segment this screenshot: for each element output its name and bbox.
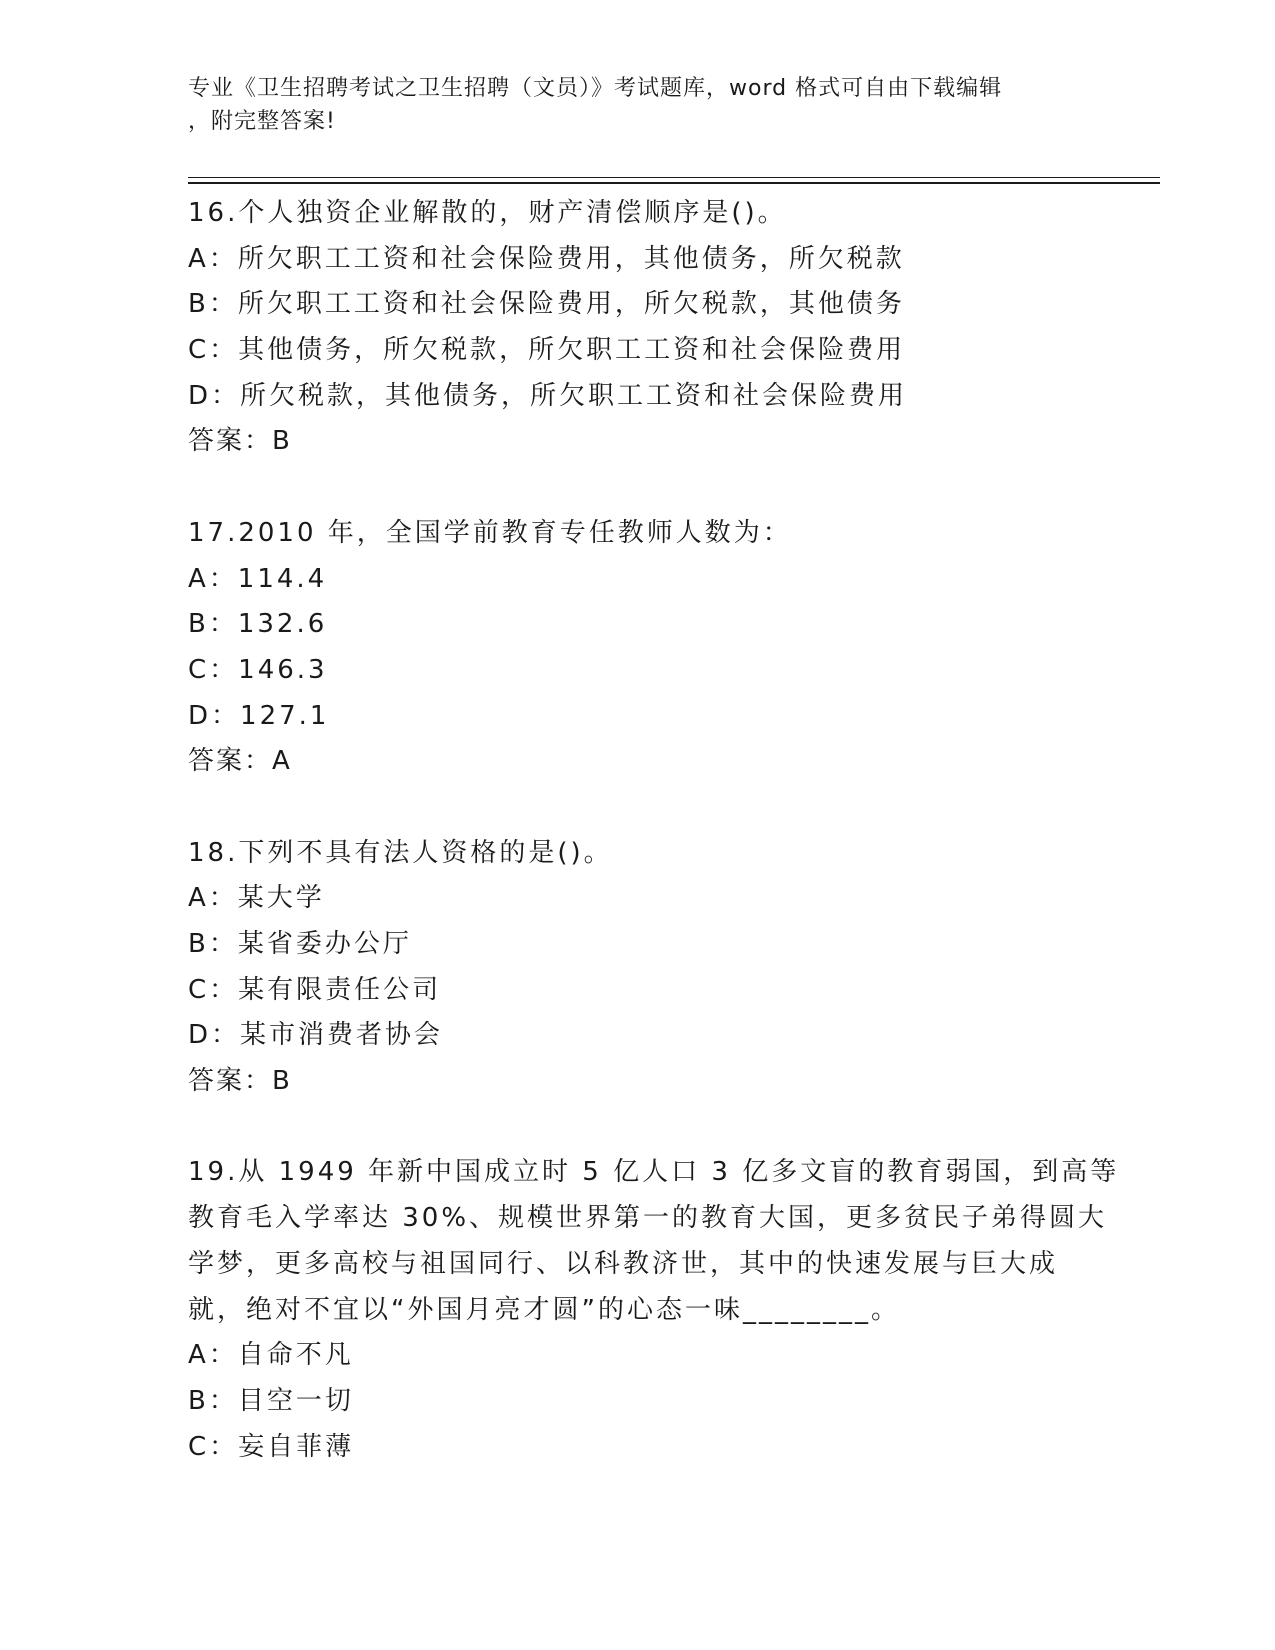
option-a: A：某大学: [188, 883, 325, 914]
question-19: [188, 1150, 1120, 1470]
question-list: [188, 191, 1120, 1470]
question-17: [188, 511, 1088, 785]
header-line-2: ，附完整答案!: [188, 109, 336, 134]
question-spacer: [188, 1105, 1088, 1151]
document-header: [188, 72, 1088, 138]
question-spacer: [188, 465, 1088, 511]
question-18: [188, 831, 1088, 1105]
question-stem-line: 19.从 1949 年新中国成立时 5 亿人口 3 亿多文盲的教育弱国，到高等: [188, 1157, 1120, 1188]
question-stem: 17.2010 年，全国学前教育专任教师人数为：: [188, 517, 792, 548]
option-c: C：其他债务，所欠税款，所欠职工工资和社会保险费用: [188, 335, 906, 366]
option-a: A：所欠职工工资和社会保险费用，其他债务，所欠税款: [188, 243, 905, 274]
answer-label: 答案：A: [188, 746, 292, 777]
question-stem: 18.下列不具有法人资格的是()。: [188, 837, 613, 868]
option-c: C：某有限责任公司: [188, 974, 442, 1005]
header-divider-thick: [188, 182, 1160, 184]
option-b: B：某省委办公厅: [188, 929, 412, 959]
header-divider-thin: [188, 177, 1160, 178]
option-b: B：所欠职工工资和社会保险费用，所欠税款，其他债务: [188, 289, 905, 320]
header-line-1: 专业《卫生招聘考试之卫生招聘（文员）》考试题库，word 格式可自由下载编辑: [188, 76, 1003, 101]
question-stem-line: 教育毛入学率达 30%、规模世界第一的教育大国，更多贫民子弟得圆大: [188, 1203, 1108, 1234]
question-stem-line: 就，绝对不宜以“外国月亮才圆”的心态一味________。: [188, 1294, 900, 1325]
option-d: D：所欠税款，其他债务，所欠职工工资和社会保险费用: [188, 380, 908, 411]
option-d: D：127.1: [188, 700, 330, 731]
question-spacer: [188, 785, 1088, 831]
option-a: A：114.4: [188, 563, 328, 594]
option-c: C：妄自菲薄: [188, 1431, 355, 1462]
option-b: B：132.6: [188, 609, 328, 640]
question-stem-line: 学梦，更多高校与祖国同行、以科教济世，其中的快速发展与巨大成: [188, 1248, 1059, 1279]
question-stem: 16.个人独资企业解散的，财产清偿顺序是()。: [188, 198, 787, 228]
option-a: A：自命不凡: [188, 1340, 354, 1371]
option-b: B：目空一切: [188, 1385, 354, 1416]
answer-label: 答案：B: [188, 1066, 292, 1097]
answer-label: 答案：B: [188, 426, 292, 457]
question-16: [188, 191, 1088, 465]
option-d: D：某市消费者协会: [188, 1020, 444, 1051]
option-c: C：146.3: [188, 654, 328, 685]
